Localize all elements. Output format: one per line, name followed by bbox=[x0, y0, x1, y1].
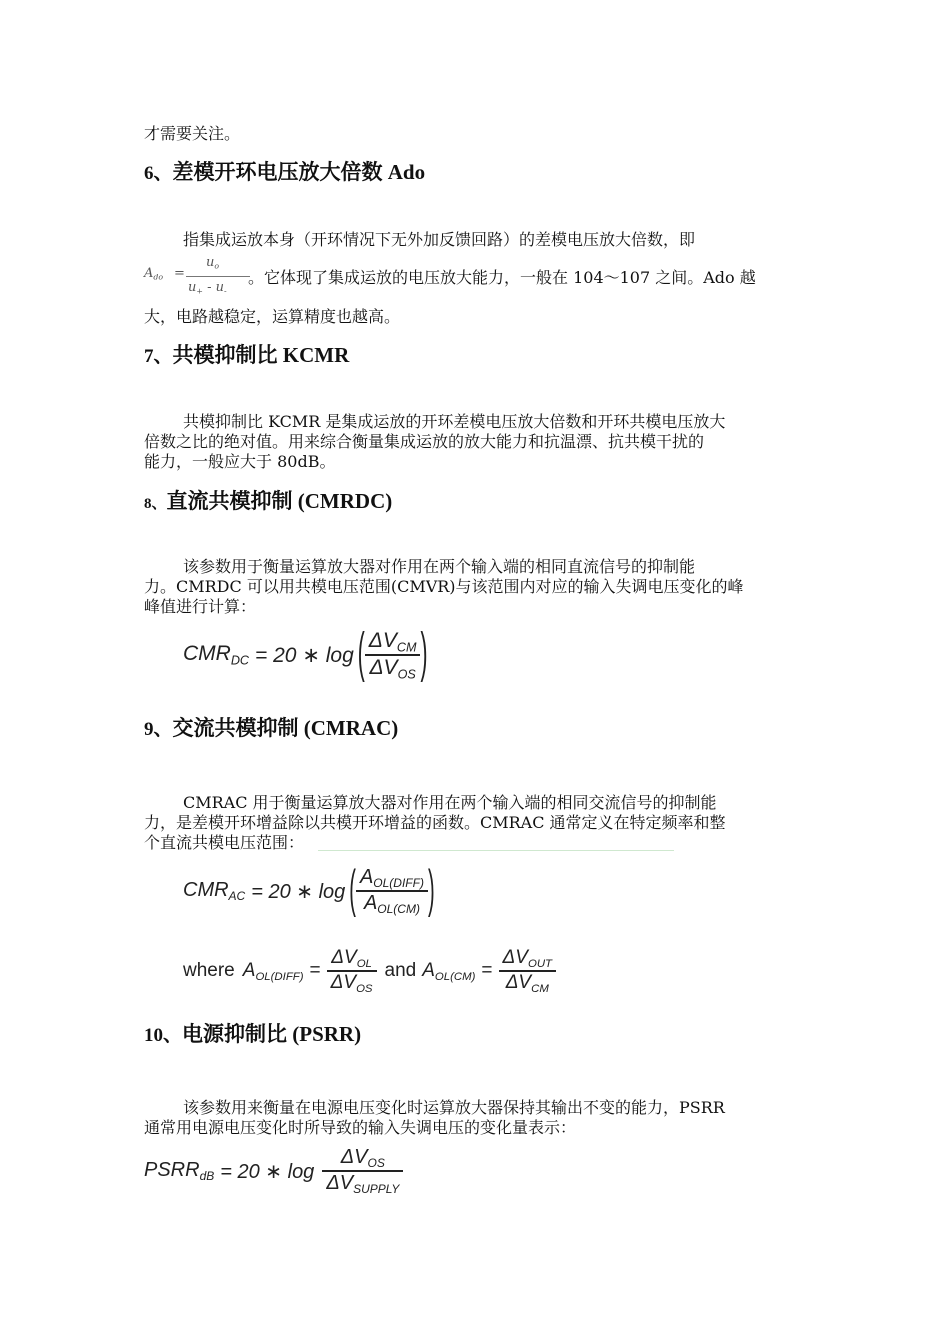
psrr-formula: $PSRR_{dB}$ = 20 ∗ log $\frac{\Delta V_{OS}}{\Delta V_{SUPPLY}}$ bbox=[144, 1140, 403, 1202]
heading-number: 8、 bbox=[144, 496, 167, 512]
heading-text: 差模开环电压放大倍数 Ado bbox=[172, 160, 426, 184]
section-heading-6 bbox=[144, 156, 425, 186]
section-heading-7 bbox=[144, 339, 349, 369]
paragraph-fragment: 才需要关注。 bbox=[144, 124, 241, 143]
paragraph: CMRAC 用于衡量运算放大器对作用在两个输入端的相同交流信号的抑制能 力，是差模开环增益除以共模开环增益的函数。CMRAC 通常定义在特定频率和整 个直流共模电压范围： bbox=[144, 793, 726, 852]
paragraph-line: 。它体现了集成运放的电压放大能力，一般在 104～107 之间。Ado 越 bbox=[248, 268, 756, 287]
heading-text: 电源抑制比 (PSRR) bbox=[182, 1022, 362, 1046]
cmrdc-formula: $CMR_{DC}$ = 20 ∗ log ( $\frac{\Delta V_{CM}}{\Delta V_{OS}}$ ) bbox=[183, 623, 428, 684]
cmrac-formula: $CMR_{AC}$ = 20 ∗ log ( $\frac{A_{OL(DIFF)}}{A_{OL(CM)}}$ ) bbox=[183, 861, 435, 919]
aol-definitions: where $A_{OL(DIFF)}$ = $\frac{\Delta V_{OL}}{\Delta V_{OS}}$ and $A_{OL(CM)}$ = $\frac{\Delta V_{OUT}}{\Delta V_{CM}}$ bbox=[183, 940, 556, 1002]
paragraph-line: 指集成运放本身（开环情况下无外加反馈回路）的差模电压放大倍数，即 bbox=[183, 230, 696, 249]
heading-number: 9、 bbox=[144, 719, 173, 740]
heading-text: 直流共模抑制 (CMRDC) bbox=[166, 489, 393, 513]
heading-number: 6、 bbox=[144, 163, 173, 184]
section-heading-10 bbox=[144, 1018, 361, 1048]
section-heading-9 bbox=[144, 712, 398, 742]
section-heading-8 bbox=[144, 485, 392, 515]
paragraph-line: 大，电路越稳定，运算精度也越高。 bbox=[144, 307, 401, 326]
heading-text: 共模抑制比 KCMR bbox=[172, 343, 350, 367]
paragraph: 该参数用于衡量运算放大器对作用在两个输入端的相同直流信号的抑制能 力。CMRDC 可以用共模电压范围(CMVR)与该范围内对应的输入失调电压变化的峰 峰值进行计算： bbox=[144, 557, 744, 616]
paragraph: 该参数用来衡量在电源电压变化时运算放大器保持其输出不变的能力，PSRR 通常用电源电压变化时所导致的输入失调电压的变化量表示： bbox=[144, 1098, 725, 1137]
heading-number: 10、 bbox=[144, 1025, 183, 1046]
heading-text: 交流共模抑制 (CMRAC) bbox=[172, 716, 399, 740]
divider bbox=[318, 850, 674, 851]
heading-number: 7、 bbox=[144, 346, 173, 367]
paragraph: 共模抑制比 KCMR 是集成运放的开环差模电压放大倍数和开环共模电压放大 倍数之比的绝对值。用来综合衡量集成运放的放大能力和抗温漂、抗共模干扰的 能力，一般应大于 80dB。 bbox=[144, 412, 726, 471]
